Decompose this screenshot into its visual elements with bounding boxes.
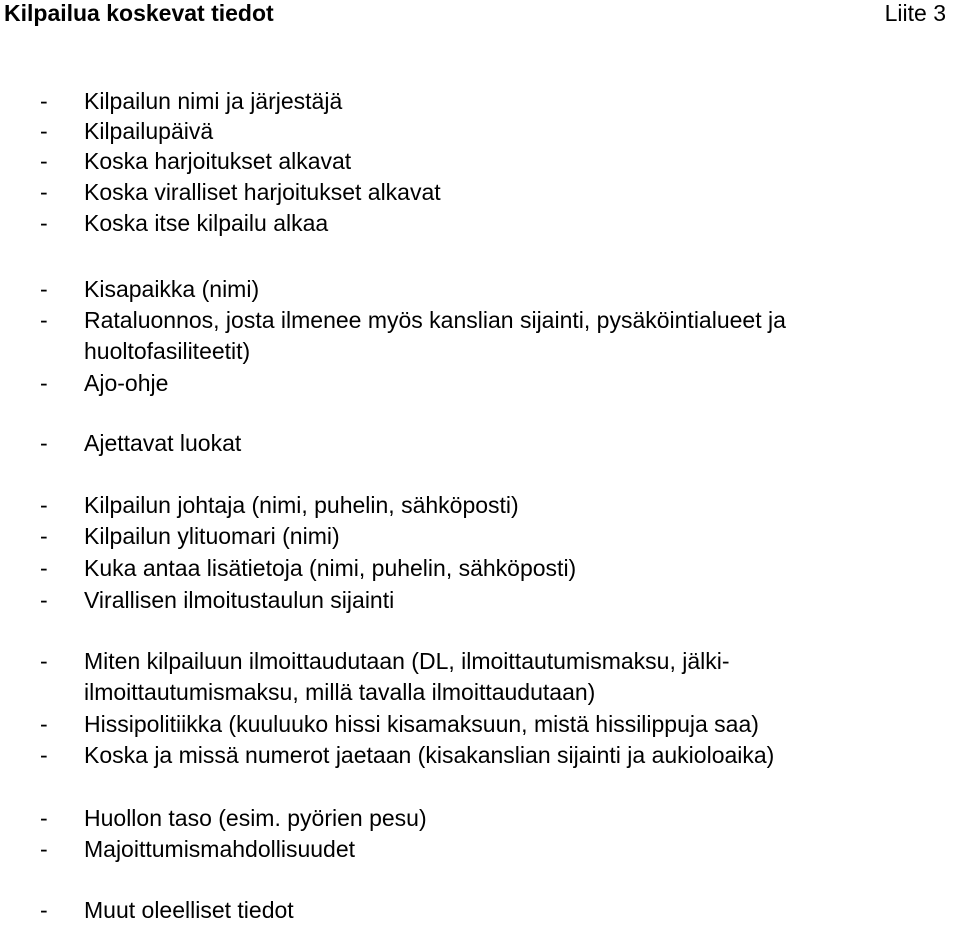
list-item-text: Kuka antaa lisätietoja (nimi, puhelin, sähköposti) bbox=[84, 555, 577, 581]
list-dash: - bbox=[40, 492, 48, 518]
list-dash: - bbox=[40, 118, 48, 144]
list-item-text: Koska viralliset harjoitukset alkavat bbox=[84, 179, 441, 205]
list-item-text: Kilpailun nimi ja järjestäjä bbox=[84, 88, 343, 114]
list-dash: - bbox=[40, 370, 48, 396]
list-item bbox=[40, 740, 774, 771]
list-dash: - bbox=[40, 210, 48, 236]
list-item bbox=[40, 208, 328, 239]
list-item bbox=[40, 428, 241, 459]
list-item-text: Koska harjoitukset alkavat bbox=[84, 148, 352, 174]
list-dash: - bbox=[40, 148, 48, 174]
list-dash: - bbox=[40, 523, 48, 549]
list-item bbox=[40, 521, 340, 552]
list-item-text: Miten kilpailuun ilmoittaudutaan (DL, ilmoittautumismaksu, jälki- bbox=[84, 648, 730, 674]
list-item-text: Koska itse kilpailu alkaa bbox=[84, 210, 329, 236]
list-item bbox=[40, 368, 168, 399]
list-dash: - bbox=[40, 430, 48, 456]
list-item-continuation: ilmoittautumismaksu, millä tavalla ilmoittaudutaan) bbox=[84, 679, 596, 705]
list-dash: - bbox=[40, 742, 48, 768]
list-dash: - bbox=[40, 897, 48, 923]
list-dash: - bbox=[40, 307, 48, 333]
list-item-text: Hissipolitiikka (kuuluuko hissi kisamaksuun, mistä hissilippuja saa) bbox=[84, 711, 759, 737]
list-dash: - bbox=[40, 587, 48, 613]
list-dash: - bbox=[40, 555, 48, 581]
list-dash: - bbox=[40, 276, 48, 302]
list-item-text: Kilpailun ylituomari (nimi) bbox=[84, 523, 340, 549]
list-item bbox=[40, 646, 730, 677]
list-dash: - bbox=[40, 836, 48, 862]
list-item bbox=[40, 146, 351, 177]
list-item bbox=[40, 709, 759, 740]
list-item-text: Huollon taso (esim. pyörien pesu) bbox=[84, 805, 427, 831]
list-item bbox=[40, 116, 213, 147]
list-item-text: Ajo-ohje bbox=[84, 370, 169, 396]
list-item-continuation: huoltofasiliteetit) bbox=[84, 338, 251, 364]
appendix-label: Liite 3 bbox=[884, 0, 946, 26]
list-item bbox=[40, 895, 294, 926]
list-dash: - bbox=[40, 88, 48, 114]
list-item bbox=[40, 86, 342, 117]
list-item-text: Rataluonnos, josta ilmenee myös kanslian sijainti, pysäköintialueet ja bbox=[84, 307, 786, 333]
list-dash: - bbox=[40, 179, 48, 205]
list-item-text: Virallisen ilmoitustaulun sijainti bbox=[84, 587, 395, 613]
list-item-text: Kilpailun johtaja (nimi, puhelin, sähköposti) bbox=[84, 492, 519, 518]
list-item-text: Ajettavat luokat bbox=[84, 430, 242, 456]
page-title: Kilpailua koskevat tiedot bbox=[4, 0, 274, 26]
list-item-text: Koska ja missä numerot jaetaan (kisakanslian sijainti ja aukioloaika) bbox=[84, 742, 775, 768]
page-header bbox=[0, 0, 960, 26]
list-item bbox=[40, 585, 394, 616]
list-item bbox=[40, 177, 441, 208]
list-dash: - bbox=[40, 805, 48, 831]
list-item bbox=[40, 490, 519, 521]
list-item-text: Kisapaikka (nimi) bbox=[84, 276, 260, 302]
list-item bbox=[40, 803, 427, 834]
list-item bbox=[40, 274, 259, 305]
list-item bbox=[40, 305, 786, 336]
list-item-text: Majoittumismahdollisuudet bbox=[84, 836, 356, 862]
list-dash: - bbox=[40, 648, 48, 674]
list-dash: - bbox=[40, 711, 48, 737]
list-item bbox=[40, 834, 355, 865]
list-item-text: Muut oleelliset tiedot bbox=[84, 897, 294, 923]
list-item bbox=[40, 553, 576, 584]
list-item-text: Kilpailupäivä bbox=[84, 118, 214, 144]
